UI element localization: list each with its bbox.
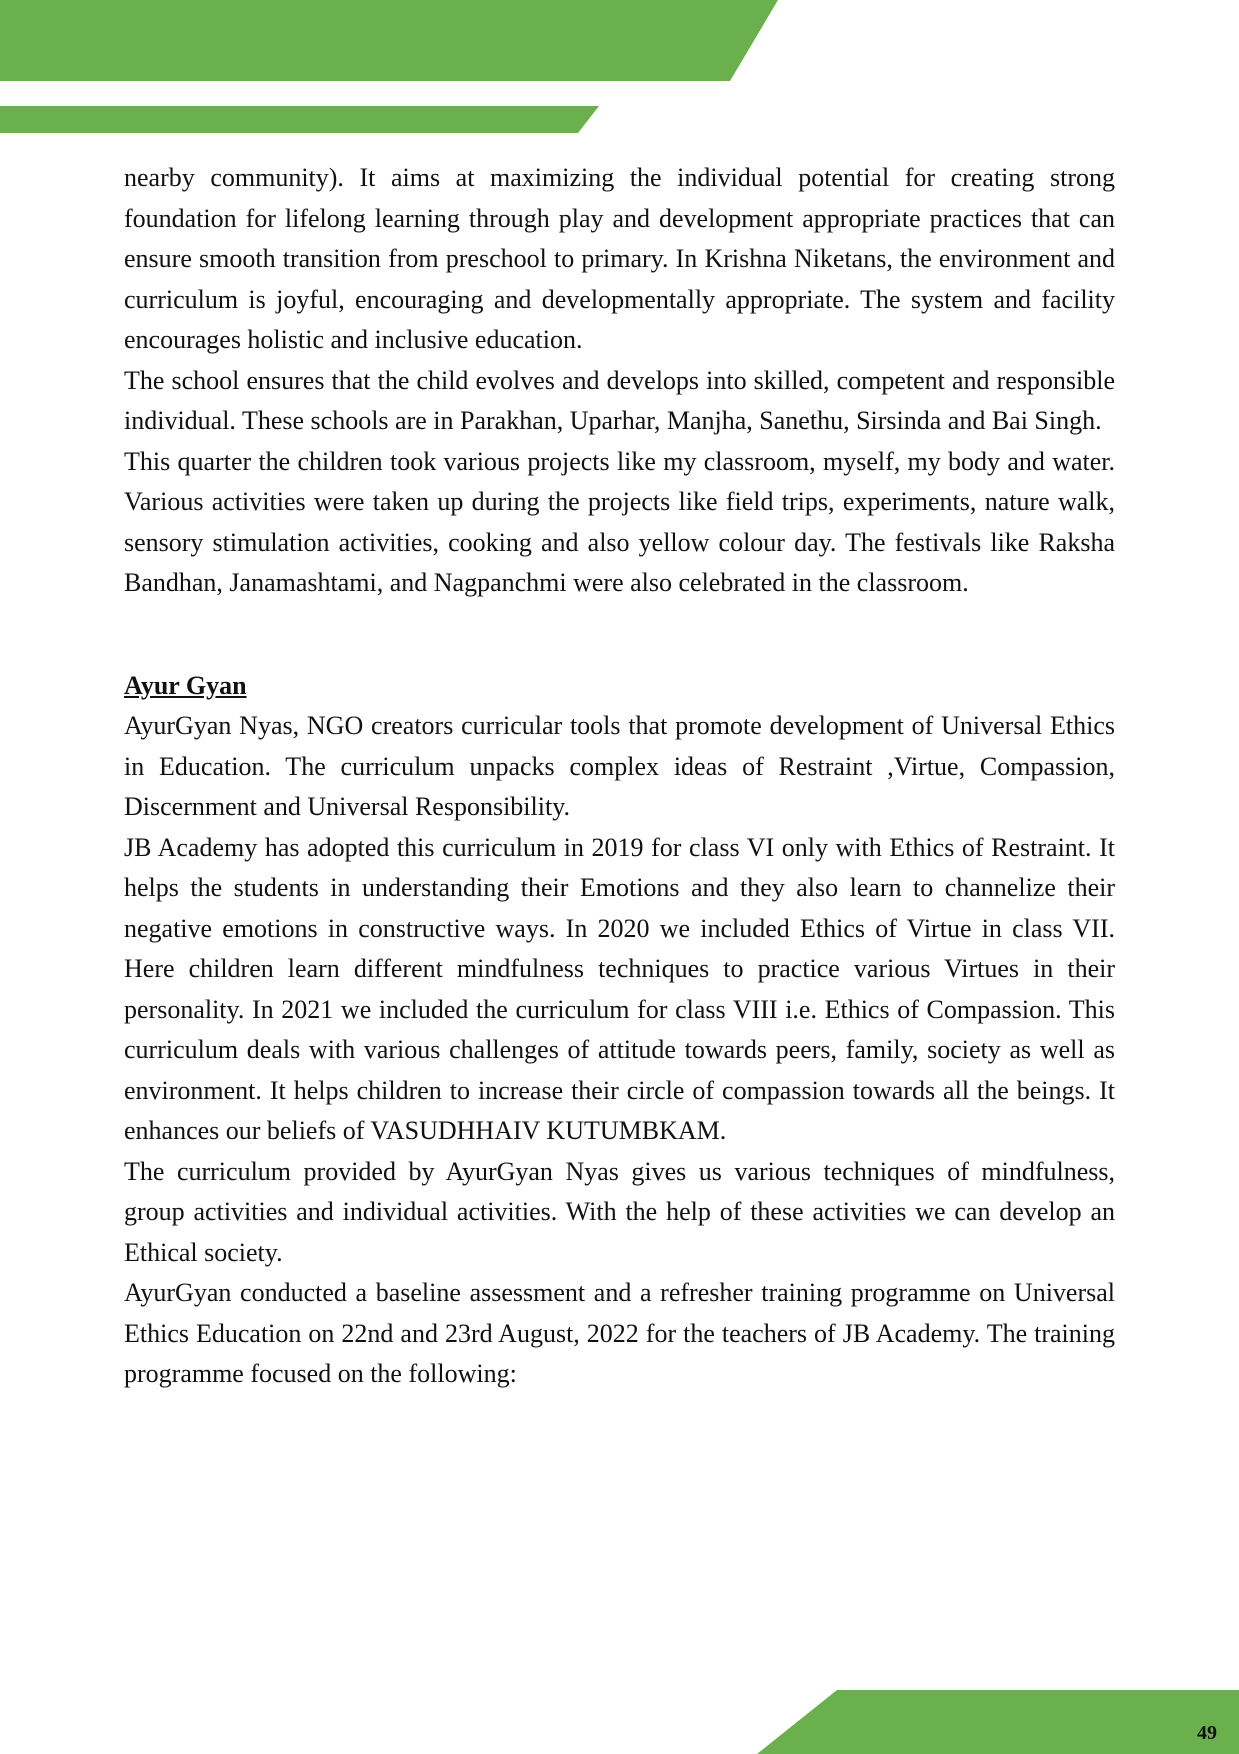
footer-green-band — [0, 1690, 1239, 1754]
header-green-band — [0, 0, 780, 82]
footer-band-shape — [757, 1690, 1239, 1754]
header-stripe-shape — [0, 106, 599, 133]
header-green-stripe — [0, 106, 600, 134]
intro-paragraph-1: nearby community). It aims at maximizing the individual potential for creating strong foundation for lifelong learning through play and development appropriate practices that can ensure smooth transition from preschool to primary. In Krishna Niketans, the environment and curriculum is joyful, encouraging and developmentally appropriate. The system and facility encourages holistic and inclusive education. — [124, 163, 1115, 354]
ayur-gyan-paragraph-1: AyurGyan Nyas, NGO creators curricular tools that promote development of Universal Ethics in Education. The curriculum unpacks complex ideas of Restraint ,Virtue, Compassion, Discernment and Universal Responsibility. — [124, 711, 1115, 821]
intro-paragraph-2: The school ensures that the child evolves and develops into skilled, competent and responsible individual. These schools are in Parakhan, Uparhar, Manjha, Sanethu, Sirsinda and Bai Singh. — [124, 365, 1115, 435]
header-band-shape — [0, 0, 778, 81]
ayur-gyan-paragraph-3: The curriculum provided by AyurGyan Nyas gives us various techniques of mindfulness, group activities and individual activities. With the help of these activities we can develop an Ethical society. — [124, 1156, 1115, 1267]
page-number: 49 — [1197, 1722, 1217, 1744]
section-heading-ayur-gyan: Ayur Gyan — [124, 670, 247, 700]
document-body — [124, 158, 1115, 1395]
intro-paragraph-3: This quarter the children took various projects like my classroom, myself, my body and water. Various activities were taken up during the projects like field trips, experiments, nature walk, sensory stimulation activities, cooking and also yellow colour day. The festivals like Raksha Bandhan, Janamashtami, and Nagpanchmi were also celebrated in the classroom. — [124, 446, 1115, 597]
ayur-gyan-paragraph-2: JB Academy has adopted this curriculum in 2019 for class VI only with Ethics of Restraint. It helps the students in understanding their Emotions and they also learn to channelize their negative emotions in constructive ways. In 2020 we included Ethics of Virtue in class VII. Here children learn different mindfulness techniques to practice various Virtues in their personality. In 2021 we included the curriculum for class VIII i.e. Ethics of Compassion. This curriculum deals with various challenges of attitude towards peers, family, society as well as environment. It helps children to increase their circle of compassion towards all the beings. It enhances our beliefs of VASUDHHAIV KUTUMBKAM. — [124, 832, 1115, 1145]
ayur-gyan-paragraph-4: AyurGyan conducted a baseline assessment and a refresher training programme on Universal Ethics Education on 22nd and 23rd August, 2022 for the teachers of JB Academy. The training programme focused on the following: — [124, 1278, 1115, 1388]
